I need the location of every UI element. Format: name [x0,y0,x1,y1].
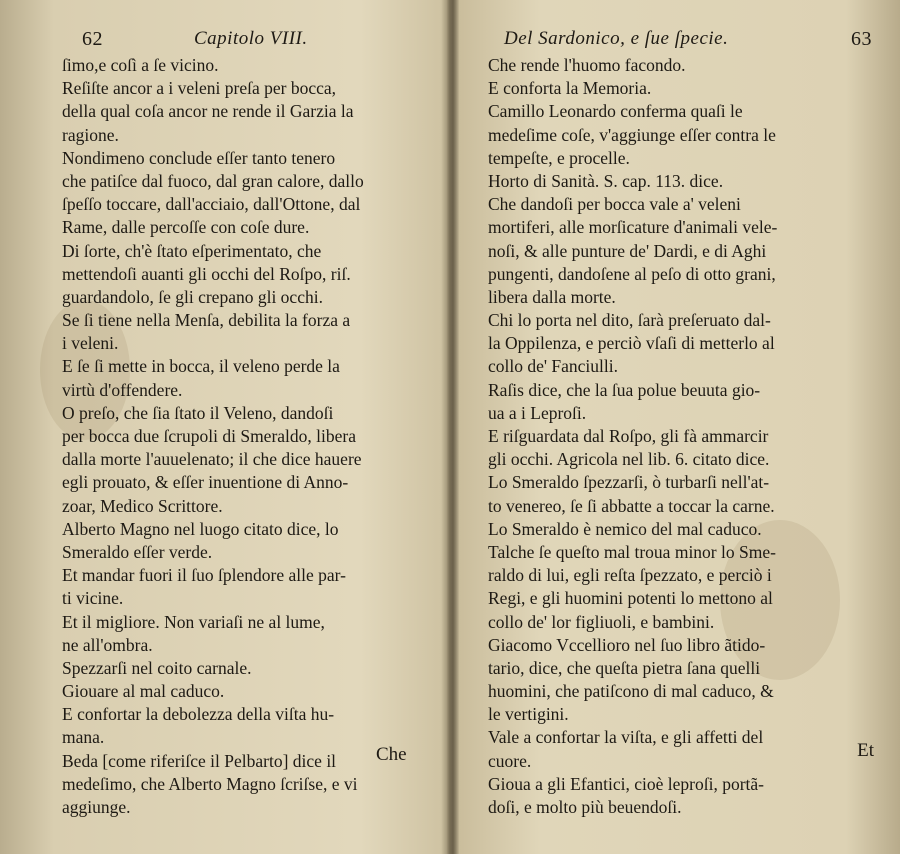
text-line: Et mandar fuori il ſuo ſplendore alle par- [62,565,346,586]
text-line: Lo Smeraldo ſpezzarſi, ò turbarſi nell'at- [488,472,770,493]
text-line: ua a i Leproſi. [488,402,587,423]
text-line: guardandolo, ſe gli crepano gli occhi. [62,286,323,307]
right-page [456,0,900,854]
text-line: ne all'ombra. [62,634,153,655]
text-block-right [470,54,878,819]
text-line: ragione. [62,124,119,145]
text-line: Che rende l'huomo facondo. [488,55,686,75]
text-line: collo de' lor figliuoli, e bambini. [488,611,715,632]
text-line: virtù d'offendere. [62,379,183,400]
text-line: Giacomo Vccellioro nel ſuo libro ãtido- [488,634,766,655]
text-line: tario, dice, che queſta pietra ſana quelli [488,657,761,678]
text-line: Beda [come riferiſce il Pelbarto] dice il [62,750,337,771]
text-line: Camillo Leonardo conferma quaſi le [488,101,743,122]
catchword: Che [376,744,407,765]
text-line: della qual coſa ancor ne rende il Garzia la [62,101,354,122]
text-line: Et il migliore. Non variaſi ne al lume, [62,611,325,632]
text-line: Vale a confortar la viſta, e gli affetti del [488,727,764,748]
text-line: Gioua a gli Efantici, cioè leproſi, portã- [488,773,765,794]
text-line: per bocca due ſcrupoli di Smeraldo, libera [62,426,356,446]
text-line: tempeſte, e procelle. [488,147,630,168]
text-line: cuore. [488,750,532,771]
text-line: egli prouato, & eſſer inuentione di Anno- [62,472,349,493]
text-line: aggiunge. [62,797,131,817]
running-head-right [470,28,878,54]
text-line: Nondimeno conclude eſſer tanto tenero [62,147,336,168]
text-line: mettendoſi auanti gli occhi del Roſpo, riſ. [62,263,351,284]
text-line: Talche ſe queſto mal troua minor lo Sme- [488,541,776,562]
text-line: Horto di Sanità. S. cap. 113. dice. [488,170,724,191]
text-line: Raſis dice, che la ſua polue beuuta gio- [488,379,761,400]
text-line: E ſe ſi mette in bocca, il veleno perde la [62,356,340,377]
text-line: mortiferi, alle morſicature d'animali vele- [488,217,778,238]
text-line: Chi lo porta nel dito, ſarà preſeruato dal- [488,310,771,331]
text-line: zoar, Medico Scrittore. [62,495,223,516]
running-head-left [62,28,436,54]
text-line: Regi, e gli huomini potenti lo mettono al [488,588,773,609]
page-number: 62 [82,28,103,50]
text-line: medeſimo, che Alberto Magno ſcriſse, e vi [62,773,358,794]
page-number: 63 [851,28,872,50]
text-line: pungenti, dandoſene al peſo di otto grani, [488,263,776,284]
text-line: noſi, & alle punture de' Dardi, e di Aghi [488,240,767,261]
text-line: E riſguardata dal Roſpo, gli fà ammarcir [488,426,769,446]
text-line: Che dandoſi per bocca vale a' veleni [488,194,741,215]
text-line: Smeraldo eſſer verde. [62,541,213,562]
text-line: Di ſorte, ch'è ſtato eſperimentato, che [62,240,322,261]
catchword: Et [857,740,874,761]
text-line: medeſime coſe, v'aggiunge eſſer contra le [488,124,776,145]
text-line: la Oppilenza, e perciò vſaſi di metterlo al [488,333,775,354]
text-block-left [62,54,436,819]
text-line: Lo Smeraldo è nemico del mal caduco. [488,518,762,539]
text-line: mana. [62,727,105,748]
text-line: ti vicine. [62,588,124,609]
text-line: libera dalla morte. [488,286,616,307]
text-line: doſi, e molto più beuendoſi. [488,797,682,817]
text-line: che patiſce dal fuoco, dal gran calore, dallo [62,170,364,191]
text-line: Se ſi tiene nella Menſa, debilita la forza a [62,310,351,331]
running-title: Capitolo VIII. [194,28,308,49]
text-line: to venereo, ſe ſi abbatte a toccar la carne. [488,495,775,516]
text-line: Spezzarſi nel coito carnale. [62,657,252,678]
text-line: i veleni. [62,333,119,354]
text-line: Reſiſte ancor a i veleni preſa per bocca, [62,78,337,99]
text-line: le vertigini. [488,704,569,725]
text-line: O preſo, che ſia ſtato il Veleno, dandoſi [62,402,334,423]
text-line: dalla morte l'auuelenato; il che dice hauere [62,449,362,470]
text-line: collo de' Fanciulli. [488,356,619,377]
text-line: E conforta la Memoria. [488,78,652,99]
text-line: raldo di lui, egli reſta ſpezzato, e perciò i [488,565,772,586]
text-line: gli occhi. Agricola nel lib. 6. citato dice. [488,449,770,470]
text-line: Rame, dalle percoſſe con coſe dure. [62,217,310,238]
text-line: Giouare al mal caduco. [62,681,225,702]
text-line: E confortar la debolezza della viſta hu- [62,704,335,725]
text-line: Alberto Magno nel luogo citato dice, lo [62,518,339,539]
text-line: huomini, che patiſcono di mal caduco, & [488,681,774,702]
running-title: Del Sardonico, e ſue ſpecie. [504,28,729,49]
text-line: ſimo,e coſì a ſe vicino. [62,55,219,75]
text-line: ſpeſſo toccare, dall'acciaio, dall'Ottone, dal [62,194,361,215]
